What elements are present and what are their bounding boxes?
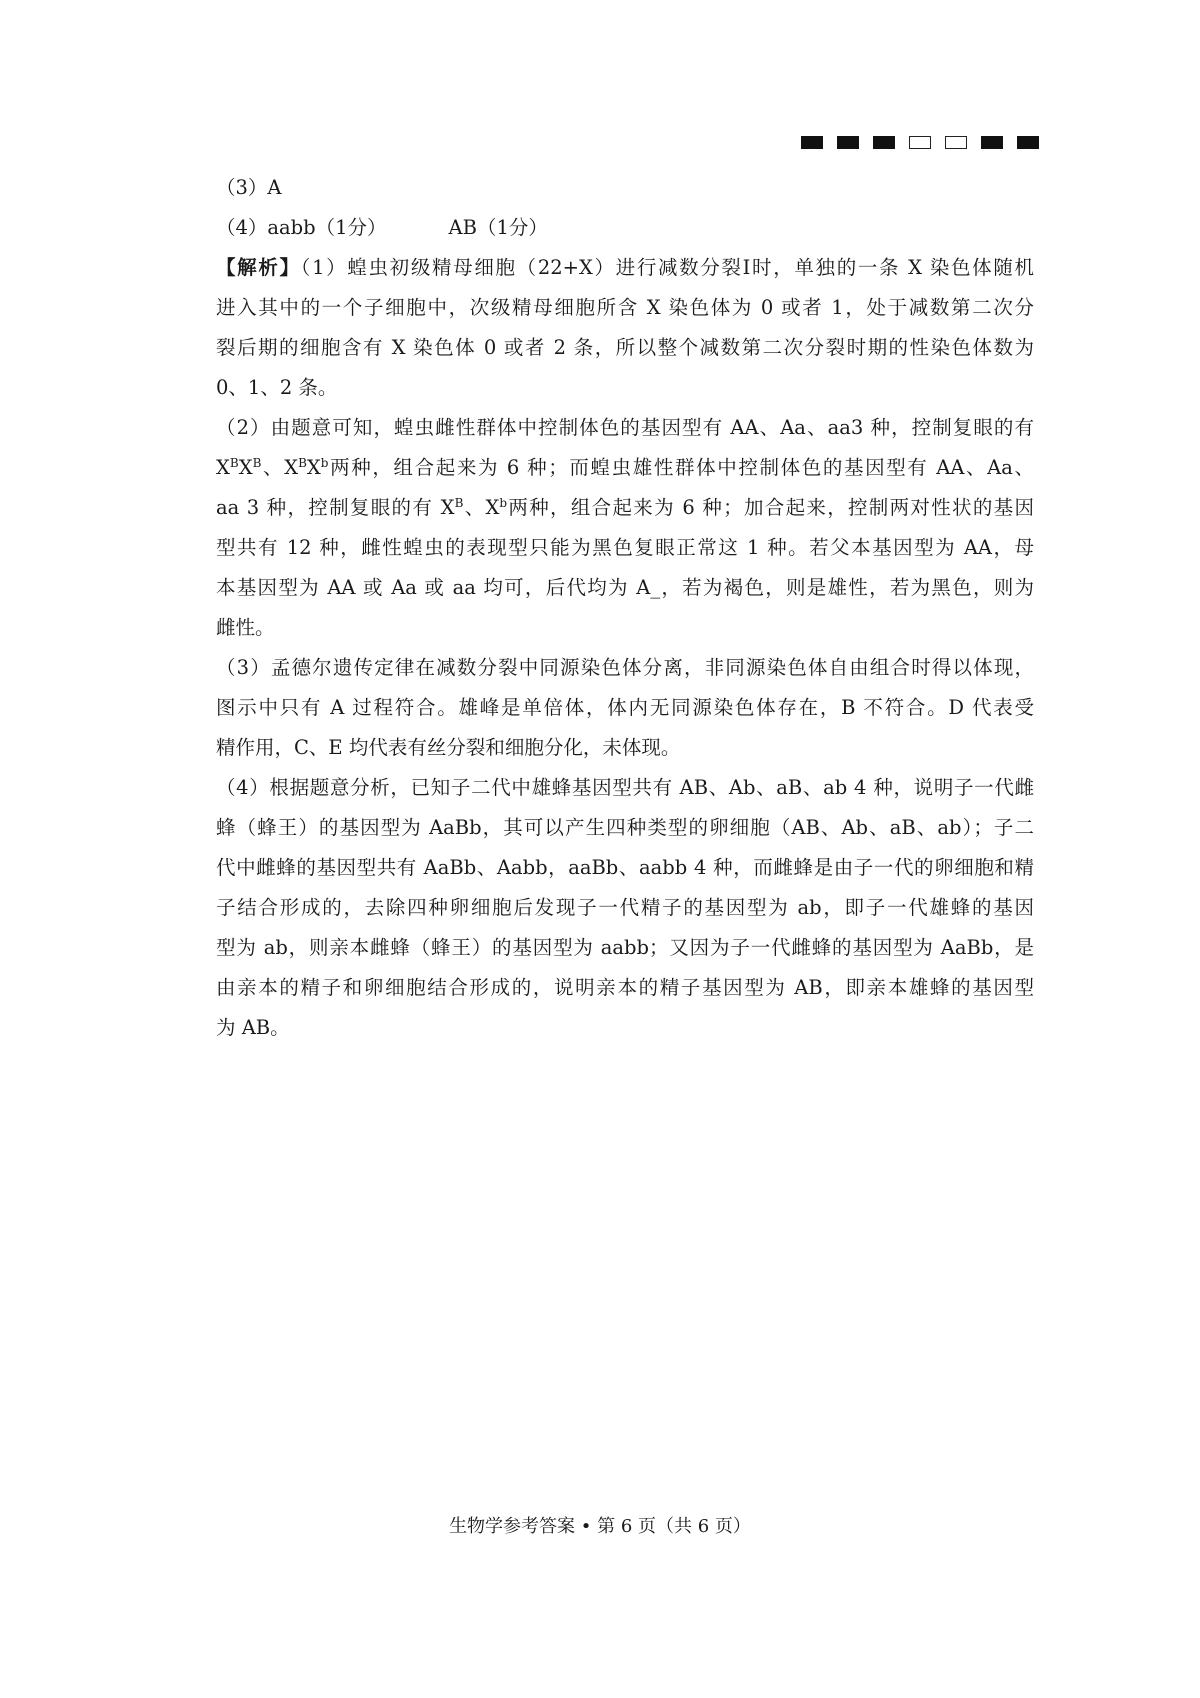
answer-4 bbox=[216, 208, 1034, 248]
header-mark-filled bbox=[1017, 136, 1039, 149]
analysis-p4-line3: 代中雌蜂的基因型共有 AaBb、Aabb，aaBb、aabb 4 种，而雌蜂是由子一代的卵细胞和精 bbox=[216, 856, 1034, 879]
page-footer: 生物学参考答案 • 第 6 页（共 6 页） bbox=[449, 1516, 751, 1537]
answer-content bbox=[216, 168, 1034, 1048]
header-mark-filled bbox=[873, 136, 895, 149]
analysis-p2-line2: $X^BX^B$、$X^BX^b$两种，组合起来为 6 种；而蝗虫雄性群体中控制体色的基因型有 AA、Aa、 bbox=[216, 456, 1034, 479]
analysis-label: 【解析】 bbox=[216, 256, 301, 279]
analysis-p3-line3: 精作用，C、E 均代表有丝分裂和细胞分化，未体现。 bbox=[216, 736, 681, 759]
analysis-p2-line3: aa 3 种，控制复眼的有 $X^B$、$X^b$两种，组合起来为 6 种；加合起来，控制两对性状的基因 bbox=[216, 496, 1034, 519]
analysis-p4-line7: 为 AB。 bbox=[216, 1016, 290, 1039]
analysis-p1-line2: 进入其中的一个子细胞中，次级精母细胞所含 X 染色体为 0 或者 1，处于减数第二次分 bbox=[216, 296, 1034, 319]
analysis-p3-line1: （3）孟德尔遗传定律在减数分裂中同源染色体分离，非同源染色体自由组合时得以体现， bbox=[216, 656, 1034, 679]
header-mark-hollow bbox=[945, 136, 967, 149]
analysis-p2-line5: 本基因型为 AA 或 Aa 或 aa 均可，后代均为 A_，若为褐色，则是雄性，若为黑色，则为 bbox=[216, 576, 1034, 599]
analysis-p4-line5: 型为 ab，则亲本雌蜂（蜂王）的基因型为 aabb；又因为子一代雌蜂的基因型为 AaBb，是 bbox=[216, 936, 1034, 959]
analysis-p2-line4: 型共有 12 种，雌性蝗虫的表现型只能为黑色复眼正常这 1 种。若父本基因型为 AA，母 bbox=[216, 536, 1034, 559]
analysis-p4-line6: 由亲本的精子和卵细胞结合形成的，说明亲本的精子基因型为 AB，即亲本雄蜂的基因型 bbox=[216, 976, 1034, 999]
header-marks bbox=[801, 136, 1039, 149]
header-mark-hollow bbox=[909, 136, 931, 149]
header-mark-filled bbox=[981, 136, 1003, 149]
analysis-p4-line2: 蜂（蜂王）的基因型为 AaBb，其可以产生四种类型的卵细胞（AB、Ab、aB、ab）；子二 bbox=[216, 816, 1034, 839]
answer-3: （3）A bbox=[216, 176, 282, 199]
analysis-p1-line4: 0、1、2 条。 bbox=[216, 376, 338, 399]
answer-4-part2: AB（1分） bbox=[448, 216, 548, 239]
analysis-p1-line3: 裂后期的细胞含有 X 染色体 0 或者 2 条，所以整个减数第二次分裂时期的性染色体数为 bbox=[216, 336, 1034, 359]
analysis-p2-line1: （2）由题意可知，蝗虫雌性群体中控制体色的基因型有 AA、Aa、aa3 种，控制复眼的有 bbox=[216, 416, 1034, 439]
header-mark-filled bbox=[801, 136, 823, 149]
analysis-p3-line2: 图示中只有 A 过程符合。雄峰是单倍体，体内无同源染色体存在，B 不符合。D 代表受 bbox=[216, 696, 1034, 719]
analysis-p4-line4: 子结合形成的，去除四种卵细胞后发现子一代精子的基因型为 ab，即子一代雄蜂的基因 bbox=[216, 896, 1034, 919]
analysis-p1-line1: 【解析】（1）蝗虫初级精母细胞（22+X）进行减数分裂Ⅰ时，单独的一条 X 染色体随机 bbox=[216, 256, 1034, 279]
analysis-p2-line6: 雌性。 bbox=[216, 616, 275, 639]
header-mark-filled bbox=[837, 136, 859, 149]
answer-4-part1: （4）aabb（1分） bbox=[216, 216, 387, 239]
analysis-p4-line1: （4）根据题意分析，已知子二代中雄蜂基因型共有 AB、Ab、aB、ab 4 种，说明子一代雌 bbox=[216, 776, 1034, 799]
